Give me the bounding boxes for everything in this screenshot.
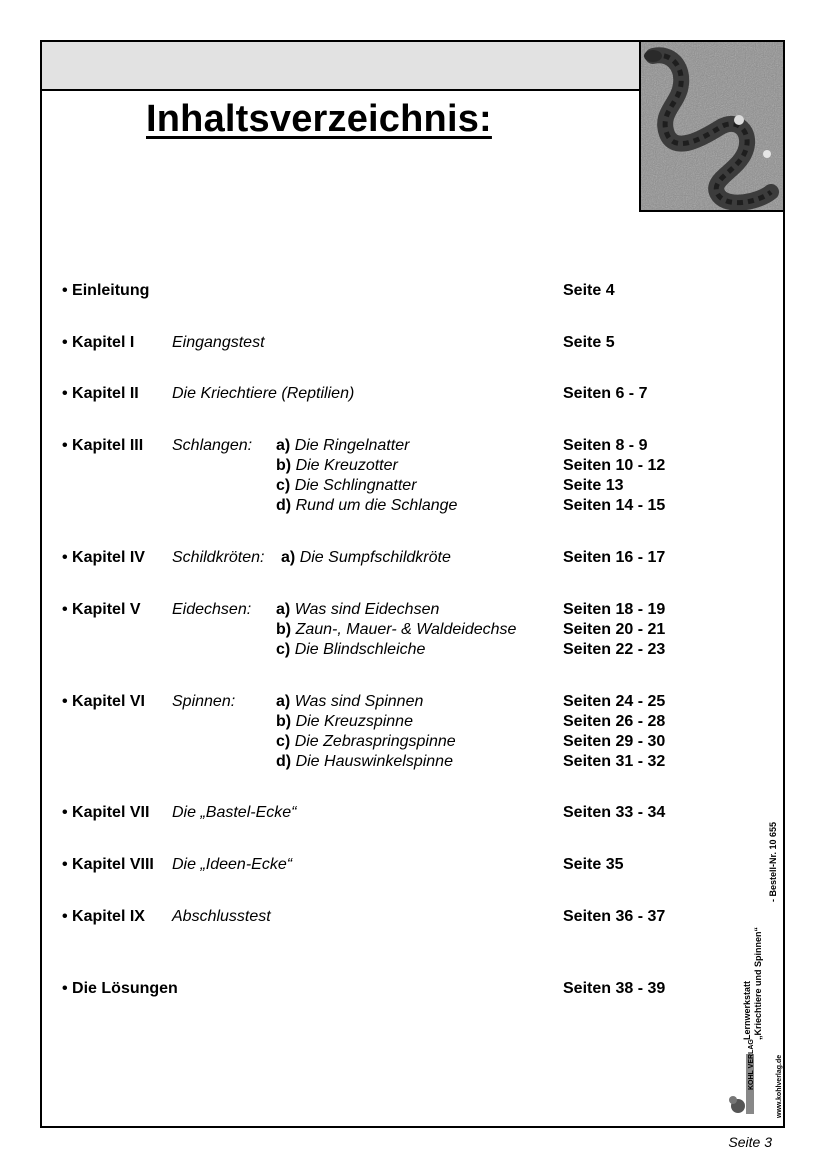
header-band bbox=[42, 42, 643, 91]
toc-entry bbox=[62, 752, 682, 772]
toc-page-range: Seiten 29 - 30 bbox=[563, 733, 666, 750]
toc-page-range: Seiten 10 - 12 bbox=[563, 457, 666, 474]
toc-chapter-label: • Kapitel VIII bbox=[62, 856, 154, 873]
toc-subsection bbox=[276, 712, 413, 732]
toc-subsection bbox=[276, 752, 453, 772]
toc-chapter-topic: Abschlusstest bbox=[172, 908, 271, 925]
toc-page-range: Seiten 22 - 23 bbox=[563, 641, 666, 658]
toc-entry bbox=[62, 281, 682, 301]
toc-page-range: Seiten 14 - 15 bbox=[563, 497, 666, 514]
toc-chapter-topic: Spinnen: bbox=[172, 693, 236, 710]
toc-subsection-title: Die Blindschleiche bbox=[294, 641, 426, 658]
toc-entry bbox=[62, 548, 682, 568]
toc-entry bbox=[62, 496, 682, 516]
toc-chapter-label: • Kapitel I bbox=[62, 334, 135, 351]
toc-subsection bbox=[276, 732, 456, 752]
toc-subsection bbox=[276, 496, 457, 516]
toc-entry bbox=[62, 436, 682, 456]
publisher-url: www.kohlverlag.de bbox=[776, 1054, 783, 1118]
publisher-name: KOHL VERLAG bbox=[748, 1039, 755, 1090]
page-title: Inhaltsverzeichnis: bbox=[146, 98, 492, 140]
toc-chapter-label: • Kapitel III bbox=[62, 437, 144, 454]
toc-entry bbox=[62, 333, 682, 353]
toc-page-range: Seiten 33 - 34 bbox=[563, 804, 666, 821]
toc-chapter-topic: Schildkröten: bbox=[172, 549, 265, 566]
toc-entry bbox=[62, 692, 682, 712]
toc-page-range: Seite 35 bbox=[563, 856, 624, 873]
toc-chapter-label: • Kapitel VI bbox=[62, 693, 145, 710]
toc-page-range: Seiten 16 - 17 bbox=[563, 549, 666, 566]
toc-chapter-topic: Die „Bastel-Ecke“ bbox=[172, 804, 297, 821]
toc-page-range: Seite 5 bbox=[563, 334, 615, 351]
toc-chapter-label: • Kapitel VII bbox=[62, 804, 150, 821]
toc-chapter-label: • Kapitel IX bbox=[62, 908, 145, 925]
toc-entry bbox=[62, 979, 682, 999]
page-frame bbox=[40, 40, 785, 1128]
toc-subsection bbox=[276, 476, 417, 496]
toc-chapter-label: • Die Lösungen bbox=[62, 980, 178, 997]
snake-photo bbox=[639, 42, 783, 212]
toc-page-range: Seiten 6 - 7 bbox=[563, 385, 648, 402]
toc-subsection-title: Die Kreuzotter bbox=[295, 457, 398, 474]
toc-chapter-label: • Einleitung bbox=[62, 282, 150, 299]
toc-entry bbox=[62, 803, 682, 823]
toc-entry bbox=[62, 640, 682, 660]
toc-subsection-title: Die Zebraspringspinne bbox=[294, 733, 456, 750]
toc-subsection-letter: b) bbox=[276, 621, 292, 638]
toc-entry bbox=[62, 620, 682, 640]
toc-page-range: Seiten 31 - 32 bbox=[563, 753, 666, 770]
toc-chapter-topic: Die „Ideen-Ecke“ bbox=[172, 856, 293, 873]
toc-entry bbox=[62, 712, 682, 732]
toc-subsection-title: Die Kreuzspinne bbox=[295, 713, 413, 730]
toc-subsection-title: Zaun-, Mauer- & Waldeidechse bbox=[295, 621, 517, 638]
toc-subsection-title: Die Sumpfschildkröte bbox=[299, 549, 451, 566]
toc-subsection bbox=[276, 600, 439, 620]
toc-subsection-letter: d) bbox=[276, 753, 292, 770]
toc-page-range: Seite 13 bbox=[563, 477, 624, 494]
toc-subsection-letter: b) bbox=[276, 457, 292, 474]
toc-subsection bbox=[276, 456, 398, 476]
toc-subsection-letter: d) bbox=[276, 497, 292, 514]
toc-page-range: Seiten 24 - 25 bbox=[563, 693, 666, 710]
toc-page-range: Seiten 8 - 9 bbox=[563, 437, 648, 454]
series-name: Lernwerkstatt bbox=[742, 980, 752, 1040]
toc-entry bbox=[62, 476, 682, 496]
toc-chapter-label: • Kapitel II bbox=[62, 385, 139, 402]
toc-subsection-letter: a) bbox=[281, 549, 296, 566]
order-number: - Bestell-Nr. 10 655 bbox=[768, 821, 778, 902]
toc-chapter-label: • Kapitel IV bbox=[62, 549, 145, 566]
toc-subsection bbox=[276, 640, 425, 660]
toc-entry bbox=[62, 855, 682, 875]
toc-subsection-title: Was sind Eidechsen bbox=[294, 601, 440, 618]
toc-entry bbox=[62, 456, 682, 476]
toc-entry bbox=[62, 600, 682, 620]
toc-subsection-letter: c) bbox=[276, 477, 291, 494]
book-title: „Kriechtiere und Spinnen“ bbox=[753, 926, 763, 1040]
toc-entry bbox=[62, 384, 682, 404]
toc-subsection-letter: c) bbox=[276, 641, 291, 658]
toc-subsection-letter: a) bbox=[276, 437, 291, 454]
toc-chapter-topic: Die Kriechtiere (Reptilien) bbox=[172, 385, 355, 402]
toc-subsection-title: Die Hauswinkelspinne bbox=[295, 753, 453, 770]
toc-subsection bbox=[276, 620, 516, 640]
toc-subsection-title: Die Schlingnatter bbox=[294, 477, 417, 494]
toc-page-range: Seiten 18 - 19 bbox=[563, 601, 666, 618]
toc-subsection-letter: b) bbox=[276, 713, 292, 730]
toc-subsection-letter: a) bbox=[276, 601, 291, 618]
toc-entry bbox=[62, 732, 682, 752]
toc-subsection bbox=[276, 692, 423, 712]
page-number: Seite 3 bbox=[728, 1134, 772, 1150]
toc-chapter-topic: Eidechsen: bbox=[172, 601, 252, 618]
toc-subsection bbox=[281, 548, 451, 568]
toc-subsection-letter: a) bbox=[276, 693, 291, 710]
toc-subsection-title: Was sind Spinnen bbox=[294, 693, 424, 710]
toc-page-range: Seiten 26 - 28 bbox=[563, 713, 666, 730]
toc-chapter-topic: Schlangen: bbox=[172, 437, 253, 454]
toc-chapter-label: • Kapitel V bbox=[62, 601, 141, 618]
toc-page-range: Seiten 20 - 21 bbox=[563, 621, 666, 638]
toc-page-range: Seiten 36 - 37 bbox=[563, 908, 666, 925]
toc-subsection-title: Rund um die Schlange bbox=[295, 497, 458, 514]
toc-subsection-letter: c) bbox=[276, 733, 291, 750]
toc-page-range: Seiten 38 - 39 bbox=[563, 980, 666, 997]
toc-chapter-topic: Eingangstest bbox=[172, 334, 265, 351]
toc-subsection bbox=[276, 436, 409, 456]
toc-page-range: Seite 4 bbox=[563, 282, 615, 299]
toc-entry bbox=[62, 907, 682, 927]
toc-subsection-title: Die Ringelnatter bbox=[294, 437, 410, 454]
